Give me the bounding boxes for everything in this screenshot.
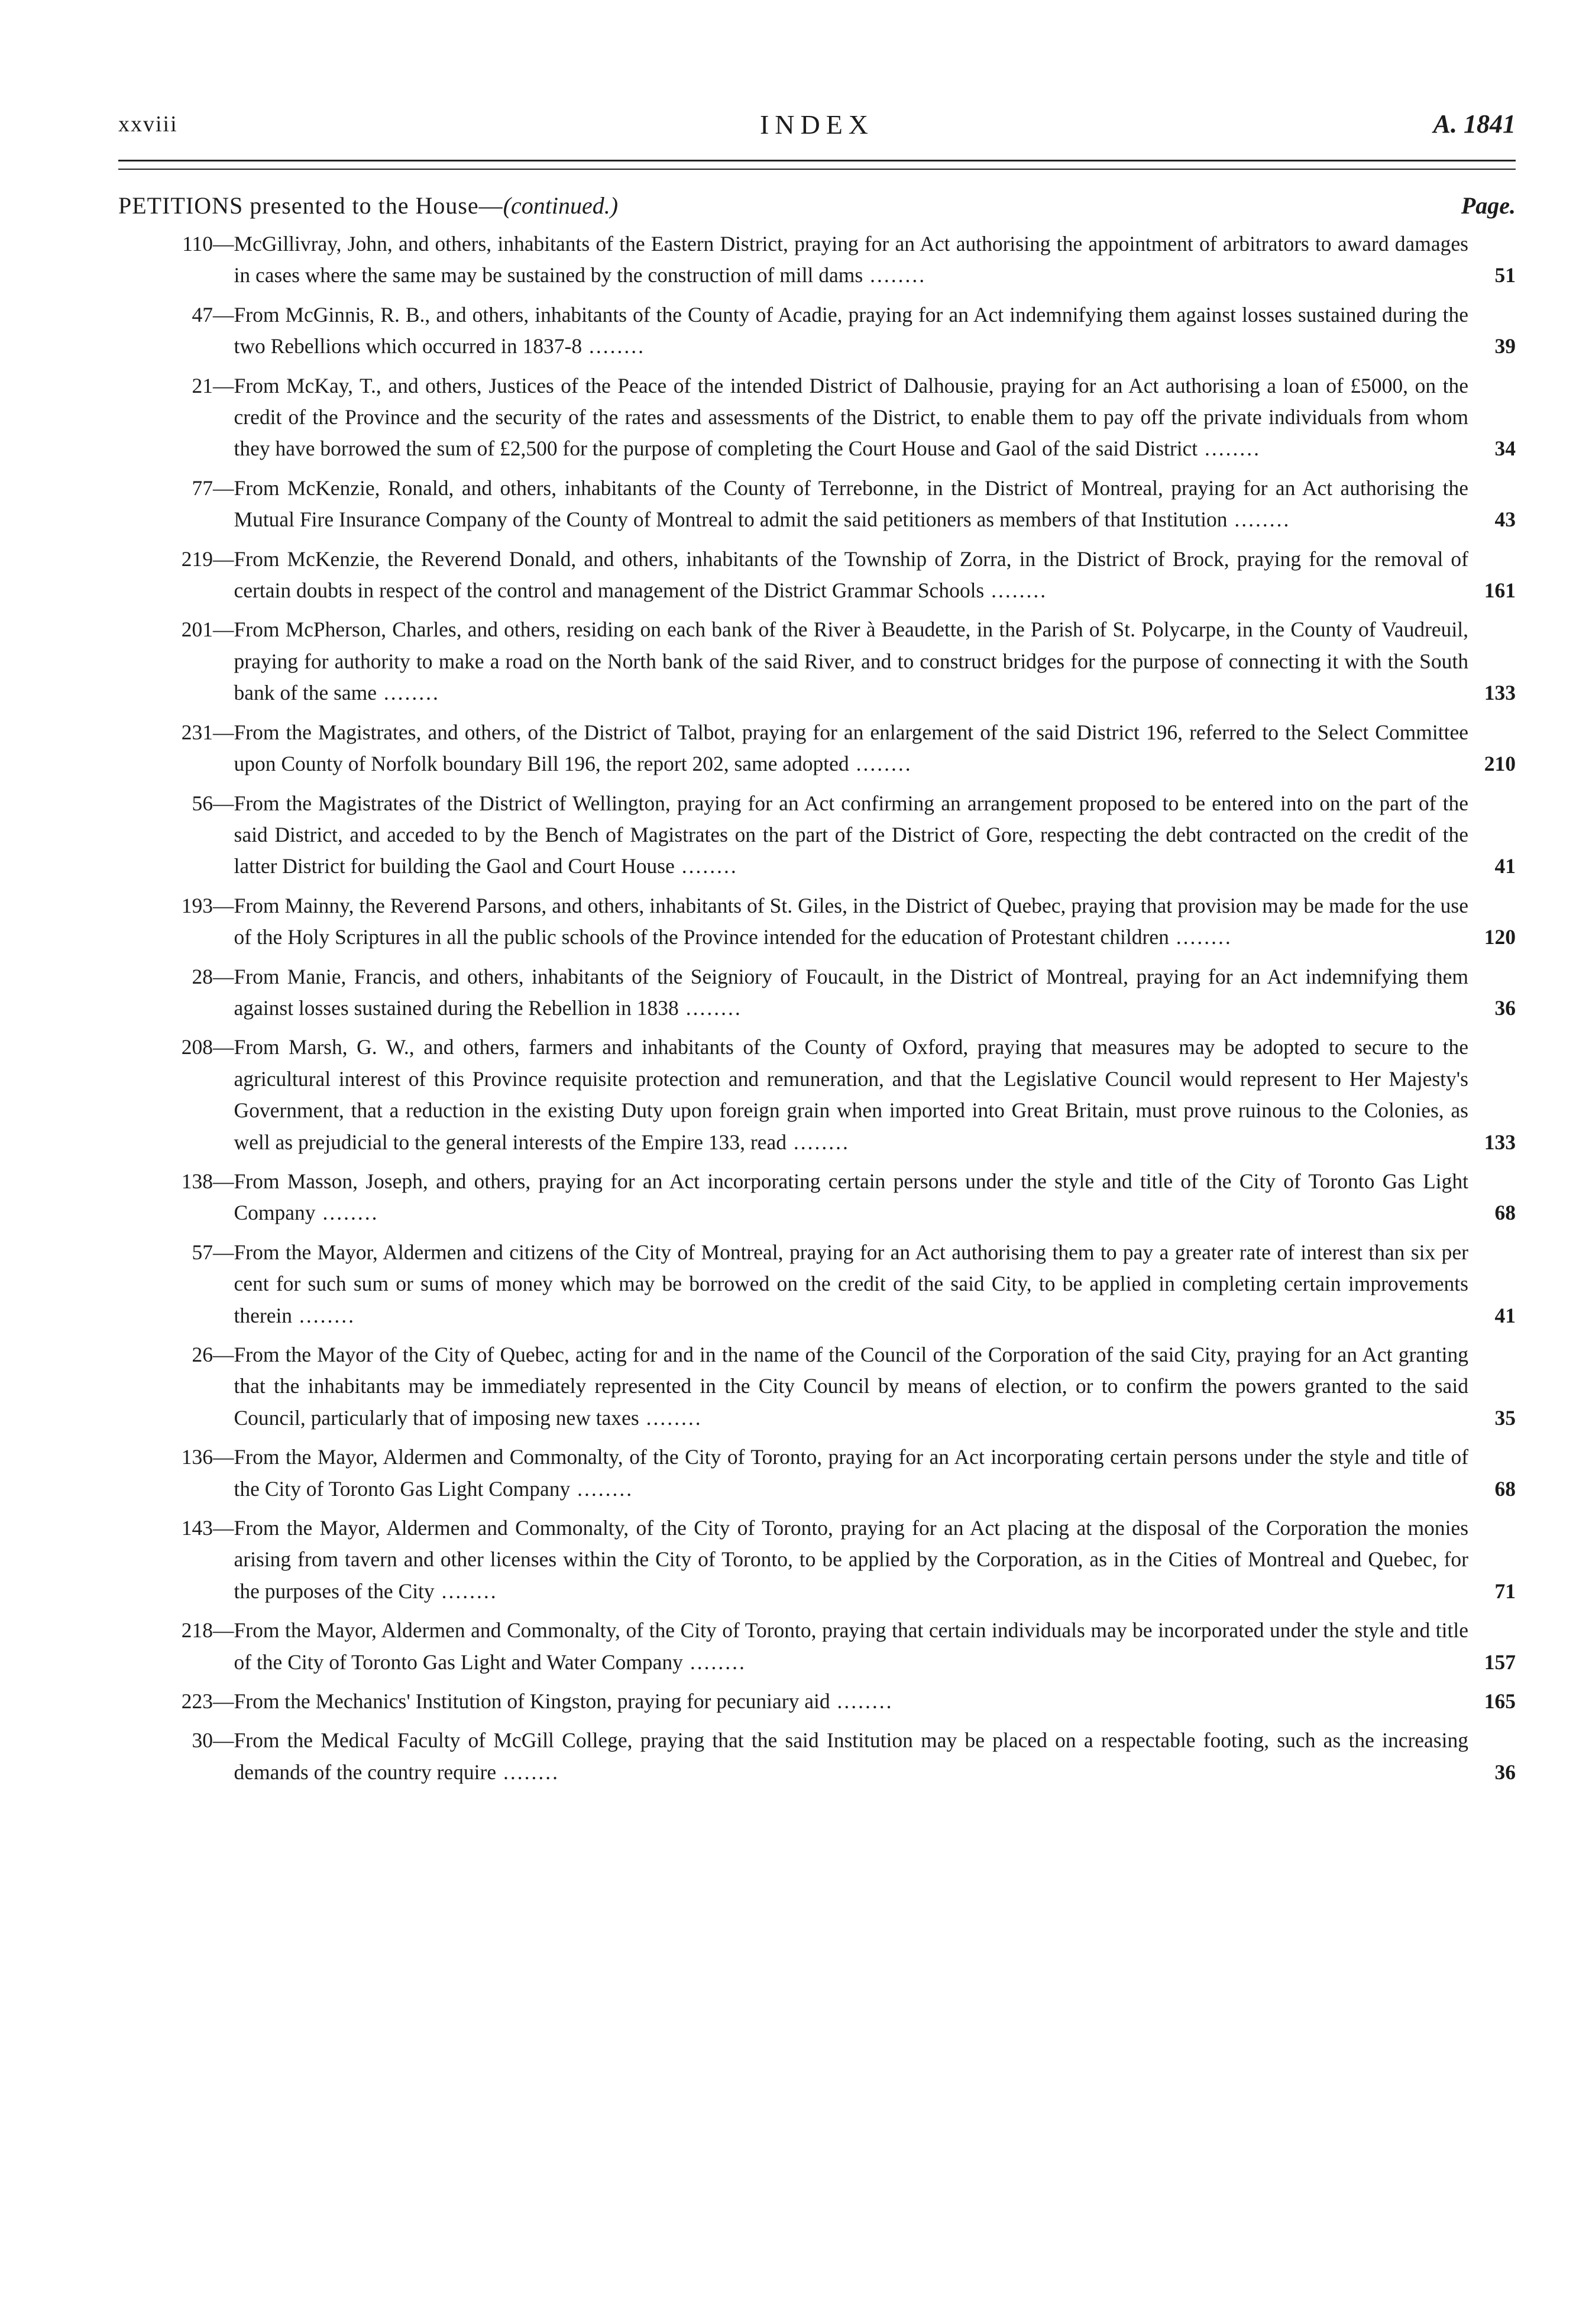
petition-description: praying for pecuniary aid: [617, 1689, 830, 1714]
petition-text: [234, 1686, 1469, 1717]
petition-text: [234, 473, 1469, 536]
petition-description: praying that certain individuals may be incorporated under the style and title of the City of Toronto Gas Light and Water Company: [234, 1618, 1469, 1674]
petition-text: [234, 1237, 1469, 1331]
petition-entry: [118, 299, 1516, 363]
leader-dots: ........: [682, 1650, 746, 1674]
leader-dots: ........: [830, 1689, 894, 1714]
petition-entry: [118, 788, 1516, 883]
page-reference: 68: [1494, 1476, 1516, 1501]
petition-description: and others, Justices of the Peace of the intended District of Dalhousie, praying for an Act authorising a loan of £5000, on the credit of the Province and the security of the rates and assessments of the District, to enable them to pay off the private individuals from whom they have borrowed the sum of £2,500 for the purpose of completing the Court House and Gaol of the said District: [234, 373, 1469, 461]
entry-dash: —: [213, 1169, 234, 1193]
page-reference: 133: [1484, 1130, 1516, 1154]
petitioner-name: From the Mayor, Aldermen and Commonalty, of the City of Toronto,: [234, 1516, 833, 1540]
petition-description: and others, inhabitants of the County of Terrebonne, in the District of Montreal, praying for an Act authorising the Mutual Fire Insurance Company of the County of Montreal to admit the said petitioners as members of that Institution: [234, 476, 1469, 532]
entry-dash: —: [213, 964, 234, 988]
petition-entry: [118, 1441, 1516, 1505]
petition-number: 223: [181, 1689, 213, 1714]
petition-text: [234, 544, 1469, 607]
petition-description: and others, inhabitants of the County of Acadie, praying for an Act indemnifying them against losses sustained during the two Rebellions which occurred in 1837-8: [234, 302, 1469, 358]
petition-description: and others, inhabitants of the Seigniory of Foucault, in the District of Montreal, praying for an Act indemnifying them against losses sustained during the Rebellion in 1838: [234, 964, 1468, 1020]
entry-dash: —: [213, 232, 234, 256]
petition-number: 138: [181, 1169, 213, 1193]
petition-text: [234, 717, 1469, 780]
petition-text: [234, 961, 1469, 1024]
entry-dash: —: [213, 1445, 234, 1469]
entry-dash: —: [213, 373, 234, 397]
petition-text: [234, 890, 1469, 953]
petitioner-name: From Manie, Francis,: [234, 964, 422, 988]
petition-number: 47: [192, 302, 213, 327]
petition-entry: [118, 544, 1516, 607]
entry-dash: —: [213, 476, 234, 500]
page-reference: 34: [1494, 437, 1516, 461]
page-reference: 68: [1494, 1201, 1516, 1225]
page-reference: 41: [1494, 1303, 1516, 1327]
leader-dots: ........: [787, 1130, 850, 1154]
leader-dots: ........: [1227, 508, 1291, 532]
section-heading: [118, 192, 1516, 225]
petition-text: [234, 1032, 1469, 1158]
petition-number: 231: [181, 720, 213, 744]
petition-number: 110: [182, 232, 213, 256]
entry-dash: —: [213, 1689, 234, 1714]
petitioner-name: From McKenzie, Ronald,: [234, 476, 454, 500]
leader-dots: ........: [434, 1579, 498, 1603]
petition-number: 21: [192, 373, 213, 397]
petition-entry: [118, 717, 1516, 780]
entry-dash: —: [213, 618, 234, 642]
petition-number: 28: [192, 964, 213, 988]
petition-description: and others, residing on each bank of the River à Beaudette, in the Parish of St. Polycarpe, in the County of Vaudreuil, praying for authority to make a road on the North bank of the said River, and to construct bridges for the purpose of connecting it with the South bank of the same: [234, 618, 1468, 705]
leader-dots: ........: [863, 263, 927, 287]
petition-entry: [118, 1615, 1516, 1678]
page-reference: 120: [1484, 925, 1516, 949]
section-title-text: PETITIONS presented to the House—: [118, 192, 503, 219]
leader-dots: ........: [315, 1201, 379, 1225]
petitioner-name: From the Mechanics' Institution of Kingston,: [234, 1689, 612, 1714]
petition-entry: [118, 1725, 1516, 1788]
entry-dash: —: [213, 1343, 234, 1366]
petition-description: praying for an Act authorising them to pay a greater rate of interest than six per cent for such sum or sums of money which may be borrowed on the credit of the said City, to be applied in completing certain improvements therein: [234, 1240, 1469, 1327]
petition-text: [234, 1441, 1469, 1505]
petition-text: [234, 614, 1469, 709]
petition-entry: [118, 1512, 1516, 1607]
petition-description: praying for an Act incorporating certain persons under the style and title of the City of Toronto Gas Light Company: [234, 1445, 1469, 1501]
leader-dots: ........: [496, 1760, 559, 1784]
petitioner-name: From McGinnis, R. B.,: [234, 302, 431, 327]
petition-description: praying for an Act placing at the disposal of the Corporation the monies arising from tavern and other licenses within the City of Toronto, to be applied by the Corporation, as in the Cities of Montreal and Quebec, for the purposes of the City: [234, 1516, 1469, 1603]
entry-dash: —: [213, 1240, 234, 1264]
petition-description: praying for an Act confirming an arrangement proposed to be entered into on the part of the said District, and acceded to by the Bench of Magistrates on the part of the District of Gore, respecting the debt contracted on the credit of the latter District for building the Gaol and Court House: [234, 791, 1469, 878]
page-reference: 36: [1494, 1760, 1516, 1784]
leader-dots: ........: [1198, 437, 1261, 461]
leader-dots: ........: [674, 854, 738, 878]
entry-dash: —: [213, 547, 234, 571]
petition-entry: [118, 1166, 1516, 1229]
petition-number: 77: [192, 476, 213, 500]
leader-dots: ........: [678, 995, 742, 1020]
entry-dash: —: [213, 791, 234, 815]
petition-number: 218: [181, 1618, 213, 1643]
petitioner-name: From Marsh, G. W.,: [234, 1035, 415, 1059]
petition-number: 57: [192, 1240, 213, 1264]
folio: xxviii: [118, 112, 178, 137]
petition-entry: [118, 228, 1516, 292]
leader-dots: ........: [570, 1476, 634, 1501]
petitioner-name: From the Mayor, Aldermen and Commonalty, of the City of Toronto,: [234, 1618, 817, 1643]
page-reference: 41: [1494, 854, 1516, 878]
petition-number: 136: [181, 1445, 213, 1469]
petition-description: and others, praying for an Act incorporating certain persons under the style and title of the City of Toronto Gas Light Company: [234, 1169, 1468, 1225]
petition-text: [234, 1615, 1469, 1678]
petitioner-name: From Mainny, the Reverend Parsons,: [234, 893, 547, 917]
petitioner-name: From the Mayor, Aldermen and citizens of the City of Montreal,: [234, 1240, 784, 1264]
leader-dots: ........: [984, 578, 1048, 603]
petition-description: acting for and in the name of the Council of the Corporation of the said City, praying for an Act granting that the inhabitants may be immediately represented in the City Council by means of election, or to confirm the powers granted to the said Council, particularly that of imposing new taxes: [234, 1343, 1469, 1430]
page-reference: 39: [1494, 334, 1516, 358]
leader-dots: ........: [1169, 925, 1232, 949]
petition-number: 143: [181, 1516, 213, 1540]
page-reference: 43: [1494, 508, 1516, 532]
section-continued: (continued.): [503, 192, 619, 219]
entry-dash: —: [213, 1728, 234, 1753]
petition-text: [234, 1725, 1469, 1788]
page-reference: 35: [1494, 1405, 1516, 1430]
petition-number: 219: [181, 547, 213, 571]
page-column-label: Page.: [1461, 192, 1516, 219]
page-reference: 133: [1484, 681, 1516, 705]
petitioner-name: From McKay, T.,: [234, 373, 381, 397]
petition-description: praying that the said Institution may be placed on a respectable footing, such as the increasing demands of the country require: [234, 1728, 1468, 1784]
petition-entry: [118, 1032, 1516, 1158]
petitioner-name: McGillivray, John,: [234, 232, 393, 256]
page-reference: 71: [1494, 1579, 1516, 1603]
petition-description: and others, of the District of Talbot, praying for an enlargement of the said District 196, referred to the Select Committee upon County of Norfolk boundary Bill 196, the report 202, same adopted: [234, 720, 1468, 776]
petition-text: [234, 228, 1469, 292]
running-head: [118, 111, 1516, 147]
year-label: A. 1841: [1433, 109, 1516, 138]
petition-entry: [118, 1237, 1516, 1331]
petitioner-name: From McKenzie, the Reverend Donald,: [234, 547, 577, 571]
page-reference: 157: [1484, 1650, 1516, 1674]
page-title: INDEX: [759, 109, 875, 140]
leader-dots: ........: [582, 334, 645, 358]
petition-description: and others, farmers and inhabitants of the County of Oxford, praying that measures may be adopted to secure to the agricultural interest of this Province requisite protection and remuneration, and that the Legislative Council would represent to Her Majesty's Government, that a reduction in the existing Duty upon foreign grain when imported into Great Britain, must prove ruinous to the Colonies, as well as prejudicial to the general interests of the Empire 133, read: [234, 1035, 1468, 1154]
entry-dash: —: [213, 302, 234, 327]
petition-entry: [118, 1686, 1516, 1717]
petition-entry: [118, 473, 1516, 536]
page-reference: 51: [1494, 263, 1516, 287]
page-reference: 165: [1484, 1689, 1516, 1714]
petition-number: 208: [181, 1035, 213, 1059]
page-reference: 210: [1484, 752, 1516, 776]
entry-dash: —: [213, 1516, 234, 1540]
petition-list: [118, 228, 1516, 1796]
petitioner-name: From the Mayor, Aldermen and Commonalty, of the City of Toronto,: [234, 1445, 823, 1469]
petitioner-name: From the Medical Faculty of McGill College,: [234, 1728, 633, 1753]
petitioner-name: From the Mayor of the City of Quebec,: [234, 1343, 569, 1366]
petition-number: 30: [192, 1728, 213, 1753]
petition-number: 193: [181, 893, 213, 917]
petition-text: [234, 1339, 1469, 1434]
petition-entry: [118, 1339, 1516, 1434]
petition-text: [234, 370, 1469, 465]
page-reference: 36: [1494, 995, 1516, 1020]
petition-text: [234, 1166, 1469, 1229]
petitioner-name: From the Magistrates of the District of Wellington,: [234, 791, 671, 815]
petition-entry: [118, 890, 1516, 953]
header-rule: [118, 160, 1516, 170]
petition-text: [234, 788, 1469, 883]
leader-dots: ........: [849, 752, 912, 776]
petition-number: 201: [181, 618, 213, 642]
entry-dash: —: [213, 720, 234, 744]
entry-dash: —: [213, 1035, 234, 1059]
petition-text: [234, 299, 1469, 363]
petition-description: and others, inhabitants of St. Giles, in the District of Quebec, praying that provision may be made for the use of the Holy Scriptures in all the public schools of the Province intended for the education of Protestant children: [234, 893, 1469, 949]
petition-number: 26: [192, 1343, 213, 1366]
petitioner-name: From Masson, Joseph,: [234, 1169, 428, 1193]
petitioner-name: From the Magistrates,: [234, 720, 422, 744]
leader-dots: ........: [292, 1303, 355, 1327]
petition-text: [234, 1512, 1469, 1607]
petitioner-name: From McPherson, Charles,: [234, 618, 462, 642]
petition-description: and others, inhabitants of the Township of Zorra, in the District of Brock, praying for the removal of certain doubts in respect of the control and management of the District Grammar Schools: [234, 547, 1469, 603]
petition-entry: [118, 614, 1516, 709]
page-reference: 161: [1484, 578, 1516, 603]
petition-description: and others, inhabitants of the Eastern District, praying for an Act authorising the appointment of arbitrators to award damages in cases where the same may be sustained by the construction of mill dams: [234, 232, 1468, 287]
leader-dots: ........: [377, 681, 440, 705]
entry-dash: —: [213, 1618, 234, 1643]
petition-entry: [118, 961, 1516, 1024]
petition-number: 56: [192, 791, 213, 815]
leader-dots: ........: [639, 1405, 703, 1430]
petition-entry: [118, 370, 1516, 465]
section-title: [118, 192, 618, 219]
entry-dash: —: [213, 893, 234, 917]
